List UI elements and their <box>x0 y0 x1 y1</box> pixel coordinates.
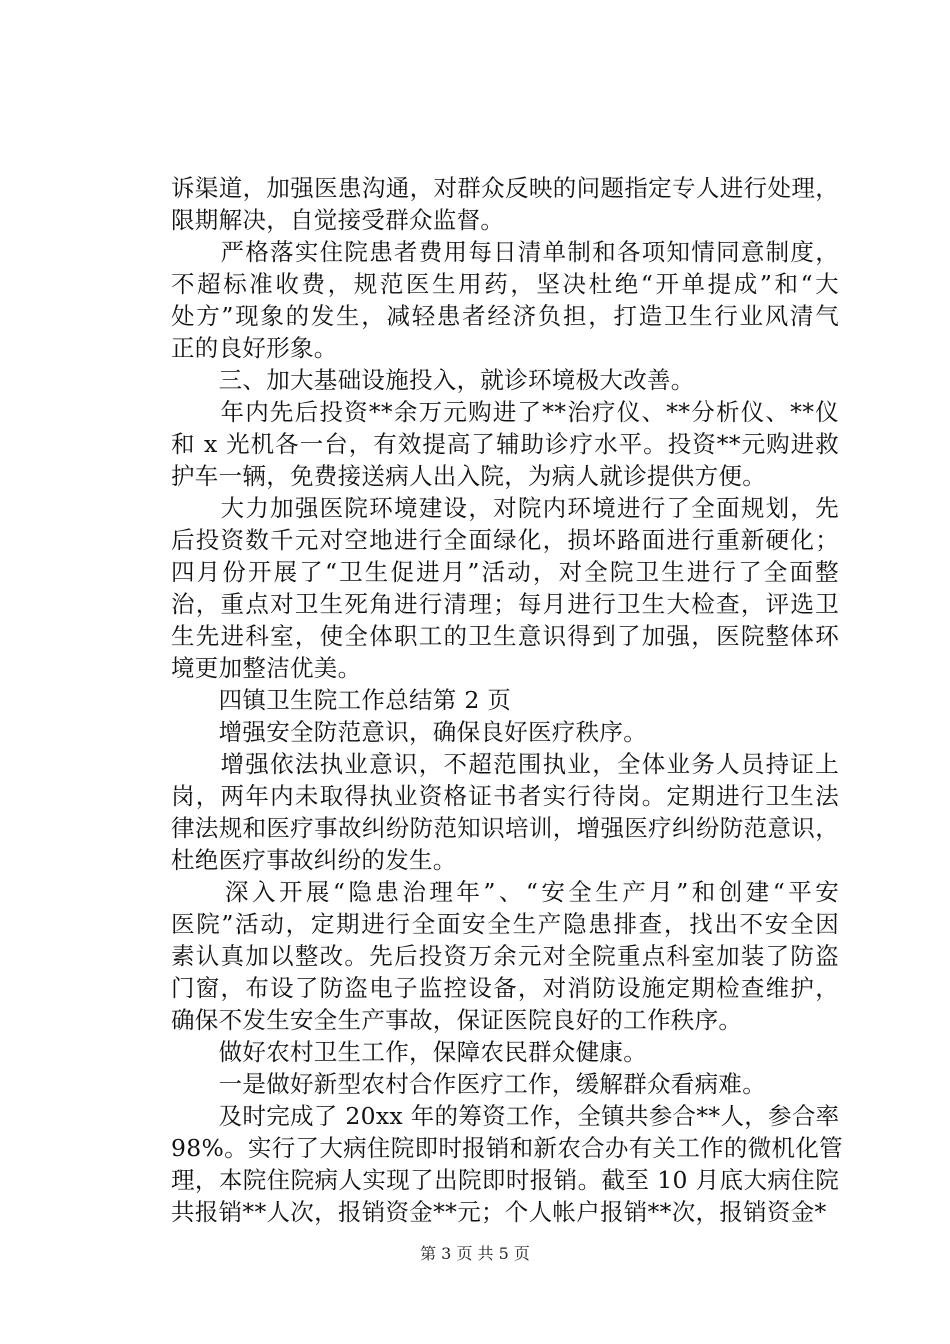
text-line: 增强依法执业意识，不超范围执业，全体业务人员持证上 <box>171 750 839 778</box>
text-line: 不超标准收费，规范医生用药，坚决杜绝“开单提成”和“大 <box>171 270 839 298</box>
section-heading: 四镇卫生院工作总结第 2 页 <box>171 686 512 714</box>
text-line: 后投资数千元对空地进行全面绿化，损坏路面进行重新硬化； <box>171 526 839 554</box>
text-line: 及时完成了 20xx 年的筹资工作，全镇共参合**人，参合率 <box>171 1102 840 1130</box>
text-line: 医院”活动，定期进行全面安全生产隐患排查，找出不安全因 <box>171 910 839 938</box>
text-line: 岗，两年内未取得执业资格证书者实行待岗。定期进行卫生法 <box>171 782 839 810</box>
text-line: 深入开展“隐患治理年”、“安全生产月”和创建“平安 <box>171 878 839 906</box>
text-line: 四月份开展了“卫生促进月”活动，对全院卫生进行了全面整 <box>171 558 839 586</box>
section-heading: 三、加大基础设施投入，就诊环境极大改善。 <box>171 366 695 394</box>
text-line: 理，本院住院病人实现了出院即时报销。截至 10 月底大病住院 <box>171 1166 839 1194</box>
text-line: 门窗，布设了防盗电子监控设备，对消防设施定期检查维护， <box>171 974 839 1002</box>
text-line: 生先进科室，使全体职工的卫生意识得到了加强，医院整体环 <box>171 622 839 650</box>
text-line: 98%。实行了大病住院即时报销和新农合办有关工作的微机化管 <box>171 1134 843 1162</box>
text-line: 治，重点对卫生死角进行清理；每月进行卫生大检查，评选卫 <box>171 590 839 618</box>
section-heading: 一是做好新型农村合作医疗工作，缓解群众看病难。 <box>171 1070 766 1098</box>
text-line: 诉渠道，加强医患沟通，对群众反映的问题指定专人进行处理， <box>171 174 839 202</box>
text-line: 素认真加以整改。先后投资万余元对全院重点科室加装了防盗 <box>171 942 839 970</box>
text-line: 正的良好形象。 <box>171 334 338 362</box>
text-line: 境更加整洁优美。 <box>171 654 362 682</box>
text-line: 护车一辆，免费接送病人出入院，为病人就诊提供方便。 <box>171 462 766 490</box>
text-line: 严格落实住院患者费用每日清单制和各项知情同意制度， <box>171 238 839 266</box>
page-number-footer: 第 3 页 共 5 页 <box>420 1244 530 1263</box>
section-heading: 做好农村卫生工作，保障农民群众健康。 <box>171 1038 647 1066</box>
text-line: 和 x 光机各一台，有效提高了辅助诊疗水平。投资**元购进救 <box>171 430 839 458</box>
text-line: 律法规和医疗事故纠纷防范知识培训，增强医疗纠纷防范意识， <box>171 814 839 842</box>
text-line: 处方”现象的发生，减轻患者经济负担，打造卫生行业风清气 <box>171 302 839 330</box>
text-line: 确保不发生安全生产事故，保证医院良好的工作秩序。 <box>171 1006 743 1034</box>
text-line: 大力加强医院环境建设，对院内环境进行了全面规划，先 <box>171 494 839 522</box>
text-line: 共报销**人次，报销资金**元；个人帐户报销**次，报销资金* <box>171 1198 827 1226</box>
section-heading: 增强安全防范意识，确保良好医疗秩序。 <box>171 718 647 746</box>
text-line: 杜绝医疗事故纠纷的发生。 <box>171 846 457 874</box>
text-line: 限期解决，自觉接受群众监督。 <box>171 206 505 234</box>
text-line: 年内先后投资**余万元购进了**治疗仪、**分析仪、**仪 <box>171 398 839 426</box>
